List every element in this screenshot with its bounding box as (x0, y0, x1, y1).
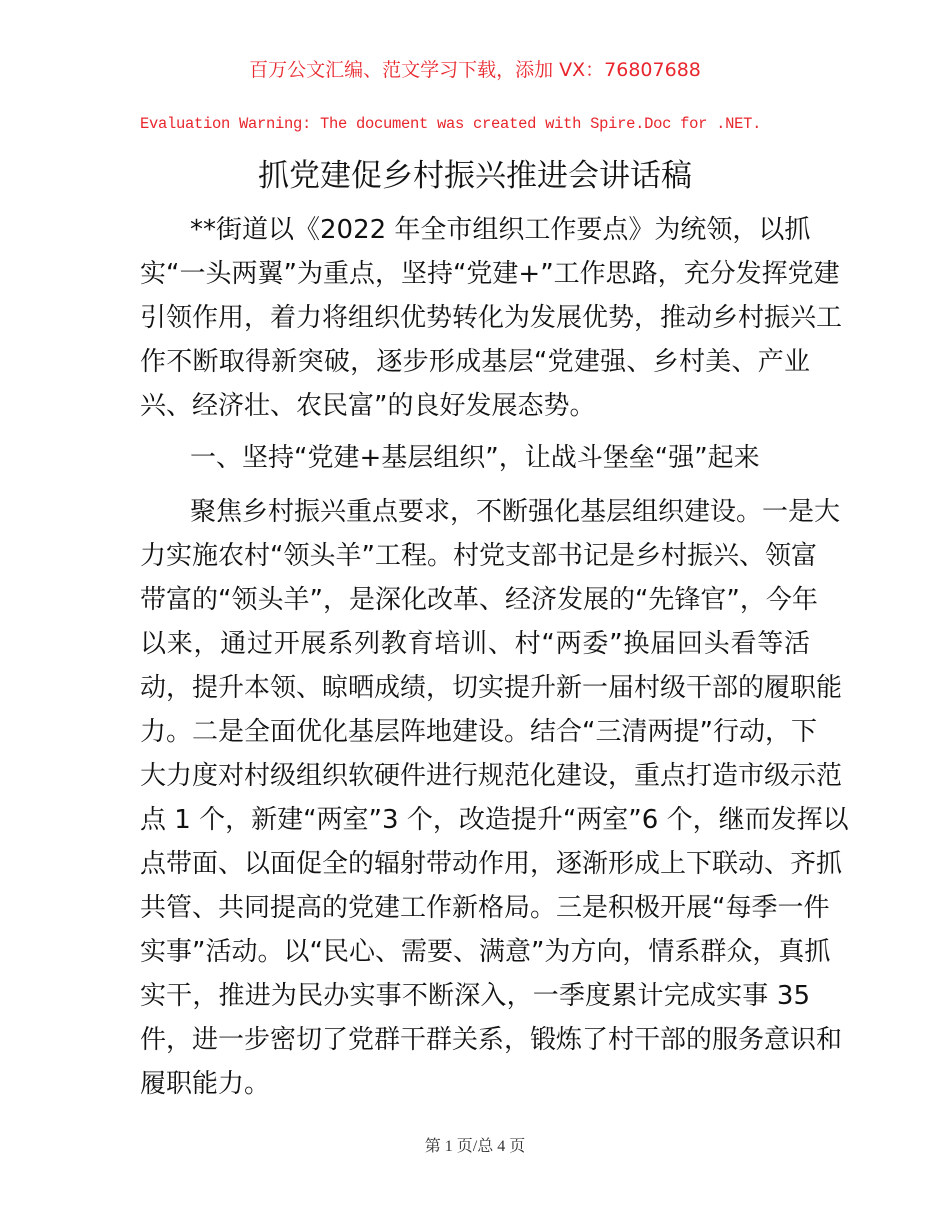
text-line: 实干，推进为民办实事不断深入，一季度累计完成实事 35 (140, 981, 810, 1011)
paragraph-section-1 (140, 490, 849, 1106)
text-line: 力。二是全面优化基层阵地建设。结合“三清两提”行动，下 (140, 717, 817, 747)
section-heading: 一、坚持“党建+基层组织”，让战斗堡垒“强”起来 (190, 443, 760, 473)
text-line: 力实施农村“领头羊”工程。村党支部书记是乡村振兴、领富 (140, 541, 817, 571)
text-line: **街道以《2022 年全市组织工作要点》为统领，以抓 (190, 215, 811, 245)
document-title: 抓党建促乡村振兴推进会讲话稿 (258, 158, 692, 194)
promo-banner: 百万公文汇编、范文学习下载，添加 VX：76807688 (249, 59, 701, 81)
page-indicator: 第 1 页/总 4 页 (424, 1138, 526, 1155)
paragraph-intro (140, 208, 843, 428)
text-line: 实“一头两翼”为重点，坚持“党建+”工作思路，充分发挥党建 (140, 259, 840, 289)
text-line: 作不断取得新突破，逐步形成基层“党建强、乡村美、产业 (140, 347, 810, 377)
text-line: 动，提升本领、晾晒成绩，切实提升新一届村级干部的履职能 (140, 673, 843, 703)
text-line: 引领作用，着力将组织优势转化为发展优势，推动乡村振兴工 (140, 303, 843, 333)
text-line: 点 1 个，新建“两室”3 个，改造提升“两室”6 个，继而发挥以 (140, 805, 849, 835)
text-line: 实事”活动。以“民心、需要、满意”为方向，情系群众，真抓 (140, 937, 831, 967)
text-line: 兴、经济壮、农民富”的良好发展态势。 (140, 391, 596, 421)
text-line: 共管、共同提高的党建工作新格局。三是积极开展“每季一件 (140, 893, 830, 923)
text-line: 点带面、以面促全的辐射带动作用，逐渐形成上下联动、齐抓 (140, 849, 843, 879)
text-line: 履职能力。 (140, 1069, 271, 1099)
text-line: 聚焦乡村振兴重点要求，不断强化基层组织建设。一是大 (190, 497, 841, 527)
text-line: 大力度对村级组织软硬件进行规范化建设，重点打造市级示范 (140, 761, 843, 791)
text-line: 以来，通过开展系列教育培训、村“两委”换届回头看等活 (140, 629, 810, 659)
evaluation-warning: Evaluation Warning: The document was created with Spire.Doc for .NET. (140, 115, 762, 133)
text-line: 带富的“领头羊”，是深化改革、经济发展的“先锋官”，今年 (140, 585, 818, 615)
text-line: 件，进一步密切了党群干群关系，锻炼了村干部的服务意识和 (140, 1025, 843, 1055)
